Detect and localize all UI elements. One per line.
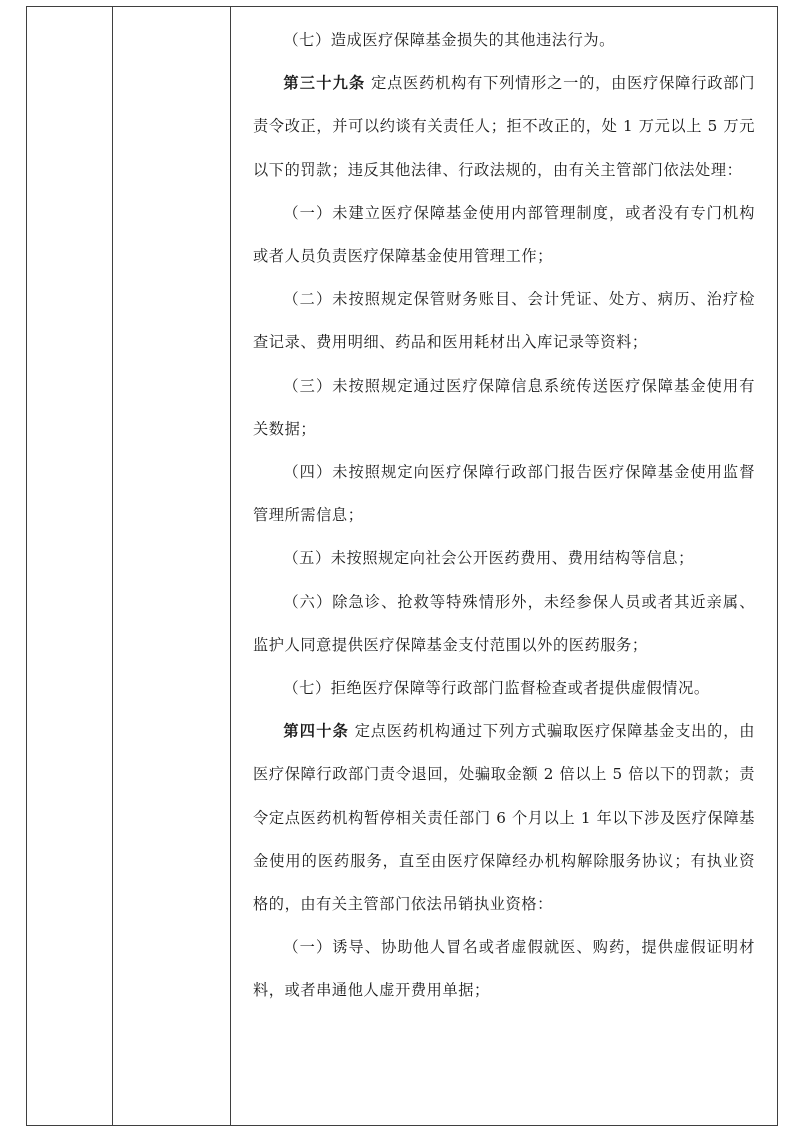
paragraph-article-39 [253,62,755,192]
paragraph-text: （七）拒绝医疗保障等行政部门监督检查或者提供虚假情况。 [283,679,710,698]
page-table-frame [26,6,778,1126]
paragraph-text: （一）未建立医疗保障基金使用内部管理制度，或者没有专门机构或者人员负责医疗保障基金使用管理工作； [253,203,755,266]
article-number-label: 第三十九条 [283,74,366,93]
paragraph-text: 定点医药机构有下列情形之一的，由医疗保障行政部门责令改正，并可以约谈有关责任人；拒不改正的，处 1 万元以上 5 万元以下的罚款；违反其他法律、行政法规的，由有关主管部门依法处理： [253,74,755,179]
paragraph-article-40 [253,710,755,926]
table-column-1 [27,7,113,1125]
paragraph-text: （六）除急诊、抢救等特殊情形外，未经参保人员或者其近亲属、监护人同意提供医疗保障基金支付范围以外的医药服务； [253,592,755,654]
paragraph-article-39-item-1 [253,192,755,278]
paragraph-text: （五）未按照规定向社会公开医药费用、费用结构等信息； [283,549,694,568]
paragraph-article-39-item-3 [253,365,755,451]
paragraph-text: 定点医药机构通过下列方式骗取医疗保障基金支出的，由医疗保障行政部门责令退回，处骗取金额 2 倍以上 5 倍以下的罚款；责令定点医药机构暂停相关责任部门 6 个月以上 1 年以下涉及医疗保障基金使用的医药服务，直至由医疗保障经办机构解除服务协议；有执业资格的，由有关主管部门依法吊销执业资格： [253,722,756,914]
paragraph-article-39-item-7 [253,667,755,710]
article-number-label: 第四十条 [283,722,350,741]
paragraph-article-40-item-1 [253,926,755,1012]
paragraph-text: （三）未按照规定通过医疗保障信息系统传送医疗保障基金使用有关数据； [253,376,755,438]
paragraph-text: （二）未按照规定保管财务账目、会计凭证、处方、病历、治疗检查记录、费用明细、药品和医用耗材出入库记录等资料； [253,290,755,352]
paragraph-text: （四）未按照规定向医疗保障行政部门报告医疗保障基金使用监督管理所需信息； [253,463,755,525]
paragraph-item-7-prev [253,19,755,62]
paragraph-text: （七）造成医疗保障基金损失的其他违法行为。 [283,31,615,49]
table-column-2 [113,7,231,1125]
paragraph-article-39-item-6 [253,581,755,667]
paragraph-article-39-item-2 [253,278,755,364]
paragraph-article-39-item-4 [253,451,755,537]
table-column-3-content [231,7,777,1125]
paragraph-text: （一）诱导、协助他人冒名或者虚假就医、购药，提供虚假证明材料，或者串通他人虚开费用单据； [253,938,755,1000]
paragraph-article-39-item-5 [253,537,755,580]
